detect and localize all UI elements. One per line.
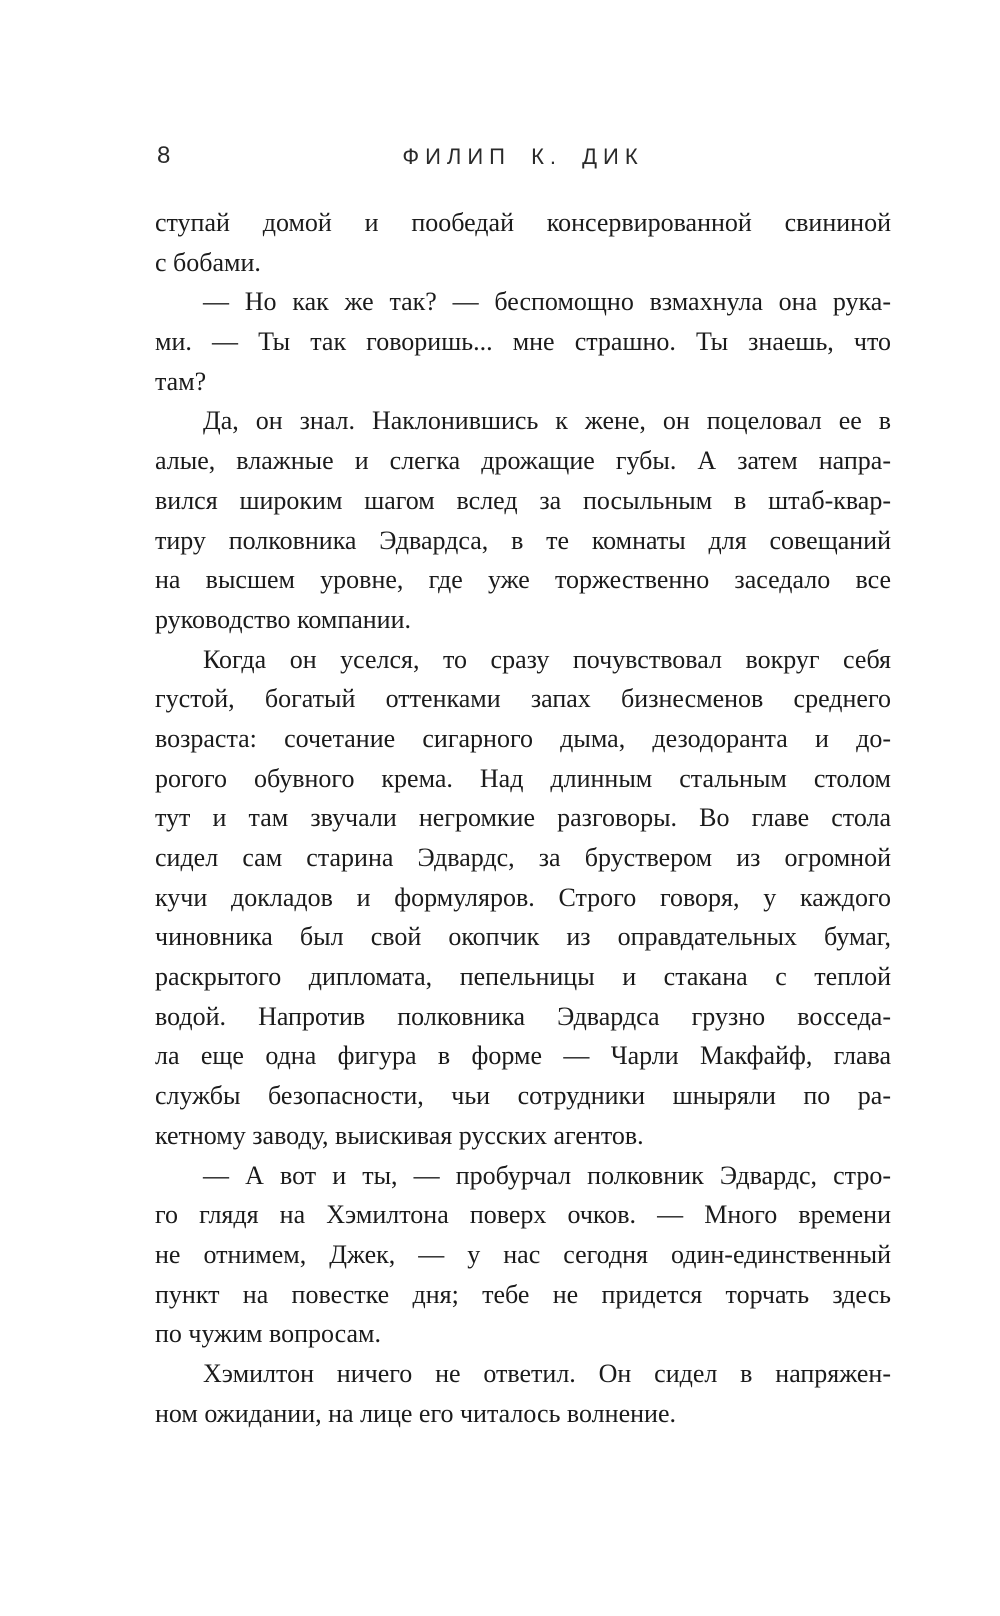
text-line: Да, он знал. Наклонившись к жене, он поцеловал ее в xyxy=(203,406,891,436)
text-line: пункт на повестке дня; тебе не придется торчать здесь xyxy=(155,1279,891,1309)
text-line: руководство компании. xyxy=(155,604,412,634)
text-line: го глядя на Хэмилтона поверх очков. — Много времени xyxy=(155,1200,891,1230)
text-line: раскрытого дипломата, пепельницы и стакана с теплой xyxy=(155,962,891,992)
text-line: тут и там звучали негромкие разговоры. Во главе стола xyxy=(155,803,891,833)
text-line: кетному заводу, выискивая русских агентов. xyxy=(155,1120,644,1150)
text-line: густой, богатый оттенками запах бизнесменов среднего xyxy=(155,684,891,714)
text-line: — Но как же так? — беспомощно взмахнула она рука- xyxy=(203,287,891,317)
page-header xyxy=(155,143,891,171)
text-line: Хэмилтон ничего не ответил. Он сидел в напряжен- xyxy=(203,1358,891,1388)
text-line: чиновника был свой окопчик из оправдательных бумаг, xyxy=(155,922,891,952)
text-line: рогого обувного крема. Над длинным стальным столом xyxy=(155,763,891,793)
text-line: вился широким шагом вслед за посыльным в штаб-квар- xyxy=(155,485,891,515)
text-line: по чужим вопросам. xyxy=(155,1319,381,1349)
page-number: 8 xyxy=(157,142,172,169)
text-line: не отнимем, Джек, — у нас сегодня один-единственный xyxy=(155,1239,891,1269)
text-line: ми. — Ты так говоришь... мне страшно. Ты знаешь, что xyxy=(155,327,891,357)
text-line: ла еще одна фигура в форме — Чарли Макфайф, глава xyxy=(155,1041,891,1071)
text-line: тиру полковника Эдвардса, в те комнаты для совещаний xyxy=(155,525,891,555)
text-line: алые, влажные и слегка дрожащие губы. А затем напра- xyxy=(155,446,891,476)
text-line: возраста: сочетание сигарного дыма, дезодоранта и до- xyxy=(155,723,891,753)
text-line: на высшем уровне, где уже торжественно заседало все xyxy=(155,565,891,595)
text-line: — А вот и ты, — пробурчал полковник Эдвардс, стро- xyxy=(203,1160,891,1190)
text-line: ступай домой и пообедай консервированной свининой xyxy=(155,208,891,237)
text-line: с бобами. xyxy=(155,247,261,277)
text-line: службы безопасности, чьи сотрудники шныряли по ра- xyxy=(155,1081,891,1111)
text-line: сидел сам старина Эдвардс, за бруствером из огромной xyxy=(155,843,891,872)
text-line: там? xyxy=(155,366,207,396)
body-text xyxy=(155,203,891,1433)
text-line: водой. Напротив полковника Эдвардса грузно восседа- xyxy=(155,1001,891,1031)
text-line: Когда он уселся, то сразу почувствовал вокруг себя xyxy=(203,644,891,674)
running-title: ФИЛИП К. ДИК xyxy=(402,144,644,169)
text-line: ном ожидании, на лице его читалось волнение. xyxy=(155,1398,676,1428)
text-line: кучи докладов и формуляров. Строго говоря, у каждого xyxy=(155,882,891,912)
